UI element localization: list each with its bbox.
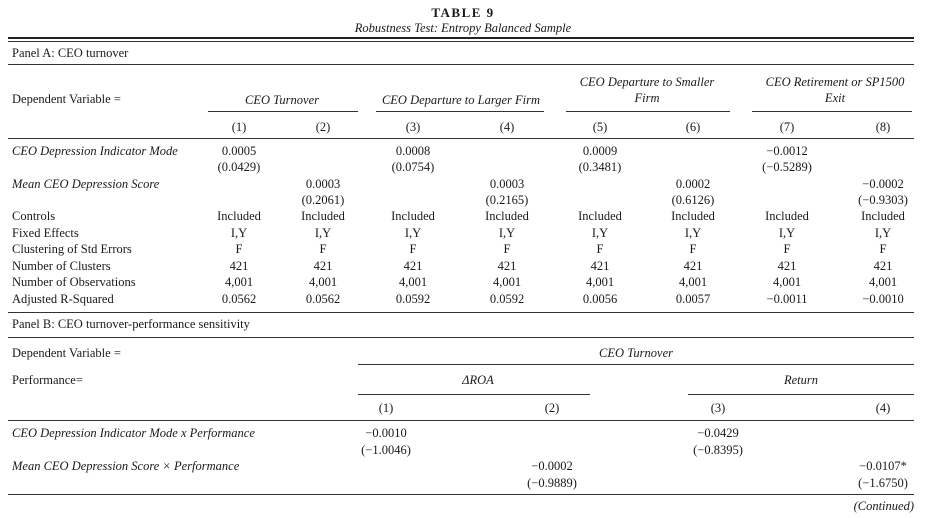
- top-rule-2: [8, 41, 914, 42]
- table-cell: 421: [497, 259, 517, 273]
- table-cell: 0.0003: [305, 177, 341, 191]
- table-cell: (−1.0046): [361, 443, 411, 457]
- col-header: (5): [592, 120, 608, 134]
- panel-b-group-rule-2: [688, 394, 914, 395]
- table-cell: 0.0592: [395, 292, 431, 306]
- table-cell: 4,001: [492, 275, 522, 289]
- col-header: (2): [315, 120, 331, 134]
- table-cell: −0.0107*: [859, 459, 907, 473]
- group-header-3-line2: Firm: [634, 91, 660, 105]
- table-cell: −0.0010: [365, 426, 407, 440]
- panel-b-group-1: ΔROA: [462, 373, 494, 387]
- panel-b-heading: Panel B: CEO turnover-performance sensitivity: [12, 317, 250, 331]
- table-subtitle: Robustness Test: Entropy Balanced Sample: [354, 21, 572, 35]
- panel-a-dep-var-label: Dependent Variable =: [12, 92, 121, 106]
- col-header: (3): [405, 120, 421, 134]
- continued-note: (Continued): [853, 499, 914, 513]
- table-cell: (0.2165): [485, 193, 529, 207]
- col-header: (3): [710, 401, 726, 415]
- table-cell: F: [503, 242, 511, 256]
- panel-b-dep-var-value: CEO Turnover: [599, 346, 673, 360]
- row-label: Number of Observations: [12, 275, 136, 289]
- table-cell: Included: [578, 209, 622, 223]
- col-header: (4): [499, 120, 515, 134]
- table-cell: −0.0010: [862, 292, 904, 306]
- table-cell: I,Y: [591, 226, 609, 240]
- table-bottom-rule: [8, 494, 914, 495]
- row-label: CEO Depression Indicator Mode: [12, 144, 178, 158]
- panel-b-rule: [8, 337, 914, 338]
- table-cell: 421: [777, 259, 797, 273]
- col-header: (6): [685, 120, 701, 134]
- table-cell: Included: [861, 209, 905, 223]
- table-cell: 0.0562: [305, 292, 341, 306]
- table-cell: I,Y: [778, 226, 796, 240]
- row-label: Controls: [12, 209, 56, 223]
- table-cell: I,Y: [874, 226, 892, 240]
- table-cell: 4,001: [772, 275, 802, 289]
- table-cell: Included: [301, 209, 345, 223]
- table-cell: 4,001: [585, 275, 615, 289]
- table-cell: 0.0009: [582, 144, 618, 158]
- row-label: Mean CEO Depression Score × Performance: [12, 459, 240, 473]
- group-rule-4: [752, 111, 912, 112]
- table-cell: F: [689, 242, 697, 256]
- panel-a-header-rule: [8, 138, 914, 139]
- group-header-4: CEO Retirement or SP1500: [765, 75, 905, 89]
- panel-a-heading: Panel A: CEO turnover: [12, 46, 129, 60]
- table-cell: (0.3481): [578, 160, 622, 174]
- panel-b-dep-var-label: Dependent Variable =: [12, 346, 121, 360]
- table-cell: −0.0012: [766, 144, 808, 158]
- table-cell: (0.0754): [391, 160, 435, 174]
- table-cell: −0.0429: [697, 426, 739, 440]
- table-cell: Included: [485, 209, 529, 223]
- table-cell: 0.0056: [582, 292, 618, 306]
- table-cell: 0.0592: [489, 292, 525, 306]
- table-cell: 0.0057: [675, 292, 711, 306]
- table-cell: 4,001: [224, 275, 254, 289]
- col-header: (2): [544, 401, 560, 415]
- group-header-1: CEO Turnover: [245, 93, 319, 107]
- table-cell: 4,001: [678, 275, 708, 289]
- row-label: Fixed Effects: [12, 226, 79, 240]
- table-cell: F: [235, 242, 243, 256]
- row-label: Number of Clusters: [12, 259, 111, 273]
- table-cell: (0.2061): [301, 193, 345, 207]
- table-cell: (−1.6750): [858, 476, 908, 490]
- table-cell: F: [319, 242, 327, 256]
- table-cell: 421: [873, 259, 893, 273]
- row-label: CEO Depression Indicator Mode x Performance: [12, 426, 255, 440]
- table-cell: 4,001: [308, 275, 338, 289]
- table-cell: F: [409, 242, 417, 256]
- table-cell: I,Y: [314, 226, 332, 240]
- table-cell: (−0.5289): [762, 160, 812, 174]
- table-cell: Included: [765, 209, 809, 223]
- table-cell: −0.0011: [766, 292, 808, 306]
- table-cell: F: [879, 242, 887, 256]
- col-header: (1): [231, 120, 247, 134]
- table-cell: 0.0008: [395, 144, 431, 158]
- top-rule: [8, 37, 914, 39]
- table-cell: Included: [671, 209, 715, 223]
- table-cell: F: [596, 242, 604, 256]
- group-rule-1: [208, 111, 358, 112]
- panel-a-rule: [8, 64, 914, 65]
- table-cell: Included: [391, 209, 435, 223]
- table-cell: I,Y: [404, 226, 422, 240]
- row-label: Adjusted R-Squared: [12, 292, 114, 306]
- table-cell: (0.0429): [217, 160, 261, 174]
- row-label: Clustering of Std Errors: [12, 242, 132, 256]
- col-header: (7): [779, 120, 795, 134]
- row-label: Mean CEO Depression Score: [12, 177, 160, 191]
- table-cell: 421: [683, 259, 703, 273]
- panel-b-group-rule-1: [358, 394, 590, 395]
- table-title: TABLE 9: [431, 5, 495, 20]
- panel-b-dep-rule: [358, 364, 914, 365]
- table-cell: −0.0002: [531, 459, 573, 473]
- table-cell: 421: [590, 259, 610, 273]
- table-cell: (0.6126): [671, 193, 715, 207]
- table-cell: 4,001: [398, 275, 428, 289]
- table-cell: 0.0005: [221, 144, 257, 158]
- table-cell: (−0.9303): [858, 193, 908, 207]
- table-cell: (−0.9889): [527, 476, 577, 490]
- table-cell: Included: [217, 209, 261, 223]
- group-rule-3: [566, 111, 730, 112]
- table-cell: −0.0002: [862, 177, 904, 191]
- panel-b-perf-label: Performance=: [12, 373, 83, 387]
- table-cell: 0.0003: [489, 177, 525, 191]
- table-cell: 0.0002: [675, 177, 711, 191]
- table-cell: 421: [229, 259, 249, 273]
- table-cell: I,Y: [498, 226, 516, 240]
- panel-b-group-2: Return: [783, 373, 819, 387]
- panel-a-bottom-rule: [8, 312, 914, 313]
- table-cell: I,Y: [230, 226, 248, 240]
- group-header-3: CEO Departure to Smaller: [579, 75, 715, 89]
- table-cell: 0.0562: [221, 292, 257, 306]
- table-cell: (−0.8395): [693, 443, 743, 457]
- group-rule-2: [376, 111, 544, 112]
- table-cell: 4,001: [868, 275, 898, 289]
- group-header-4-line2: Exit: [824, 91, 846, 105]
- panel-b-header-rule: [8, 420, 914, 421]
- col-header: (1): [378, 401, 394, 415]
- col-header: (8): [875, 120, 891, 134]
- table-cell: 421: [313, 259, 333, 273]
- col-header: (4): [875, 401, 891, 415]
- table-cell: I,Y: [684, 226, 702, 240]
- table-cell: F: [783, 242, 791, 256]
- group-header-2: CEO Departure to Larger Firm: [381, 93, 541, 107]
- table-cell: 421: [403, 259, 423, 273]
